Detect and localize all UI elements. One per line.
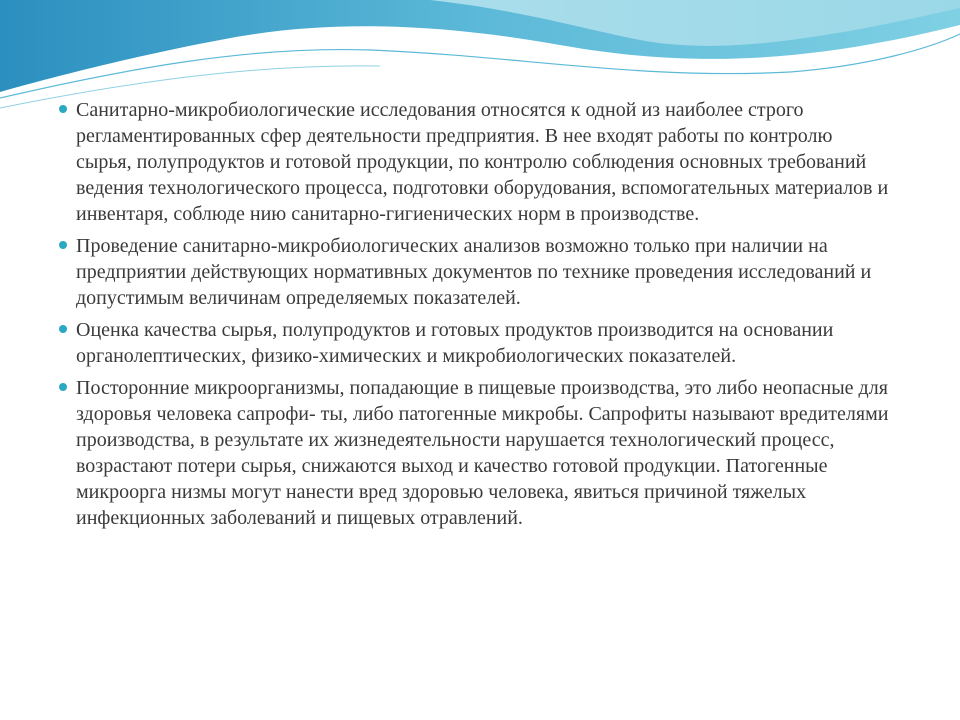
bullet-text: Посторонние микроорганизмы, попадающие в пищевые производства, это либо неопасные для здоровья человека сапрофи- ты, либо патогенные микробы. Сапрофиты называют вредителями производства, в результате их жизнедеятельности нарушается технологический процесс, возрастают потери сырья, снижаются выход и качество готовой продукции. Патогенные микроорга низмы могут нанести вред здоровью человека, явиться причиной тяжелых инфекционных заболеваний и пищевых отравлений. — [76, 377, 889, 529]
bullet-dot-icon — [59, 241, 67, 249]
bullet-text: Проведение санитарно-микробиологических анализов возможно только при наличии на предприятии действующих нормативных документов по технике проведения исследований и допустимым величинам определяемых показателей. — [76, 235, 872, 309]
bullet-dot-icon — [59, 325, 67, 333]
bullet-content — [58, 97, 890, 537]
bullet-item — [58, 233, 890, 311]
bullet-dot-icon — [59, 105, 67, 113]
bullet-item — [58, 97, 890, 227]
bullet-text: Оценка качества сырья, полупродуктов и готовых продуктов производится на основании органолептических, физико-химических и микробиологических показателей. — [76, 319, 834, 367]
bullet-text: Санитарно-микробиологические исследования относятся к одной из наиболее строго регламентированных сфер деятельности предприятия. В нее входят работы по контролю сырья, полупродуктов и готовой продукции, по контролю соблюдения основных требований ведения технологического процесса, подготовки оборудования, вспомогательных материалов и инвентаря, соблюде нию санитарно-гигиенических норм в производстве. — [76, 99, 889, 225]
bullet-dot-icon — [59, 383, 67, 391]
bullet-item — [58, 317, 890, 369]
bullet-item — [58, 375, 890, 531]
bullet-list — [58, 97, 890, 531]
